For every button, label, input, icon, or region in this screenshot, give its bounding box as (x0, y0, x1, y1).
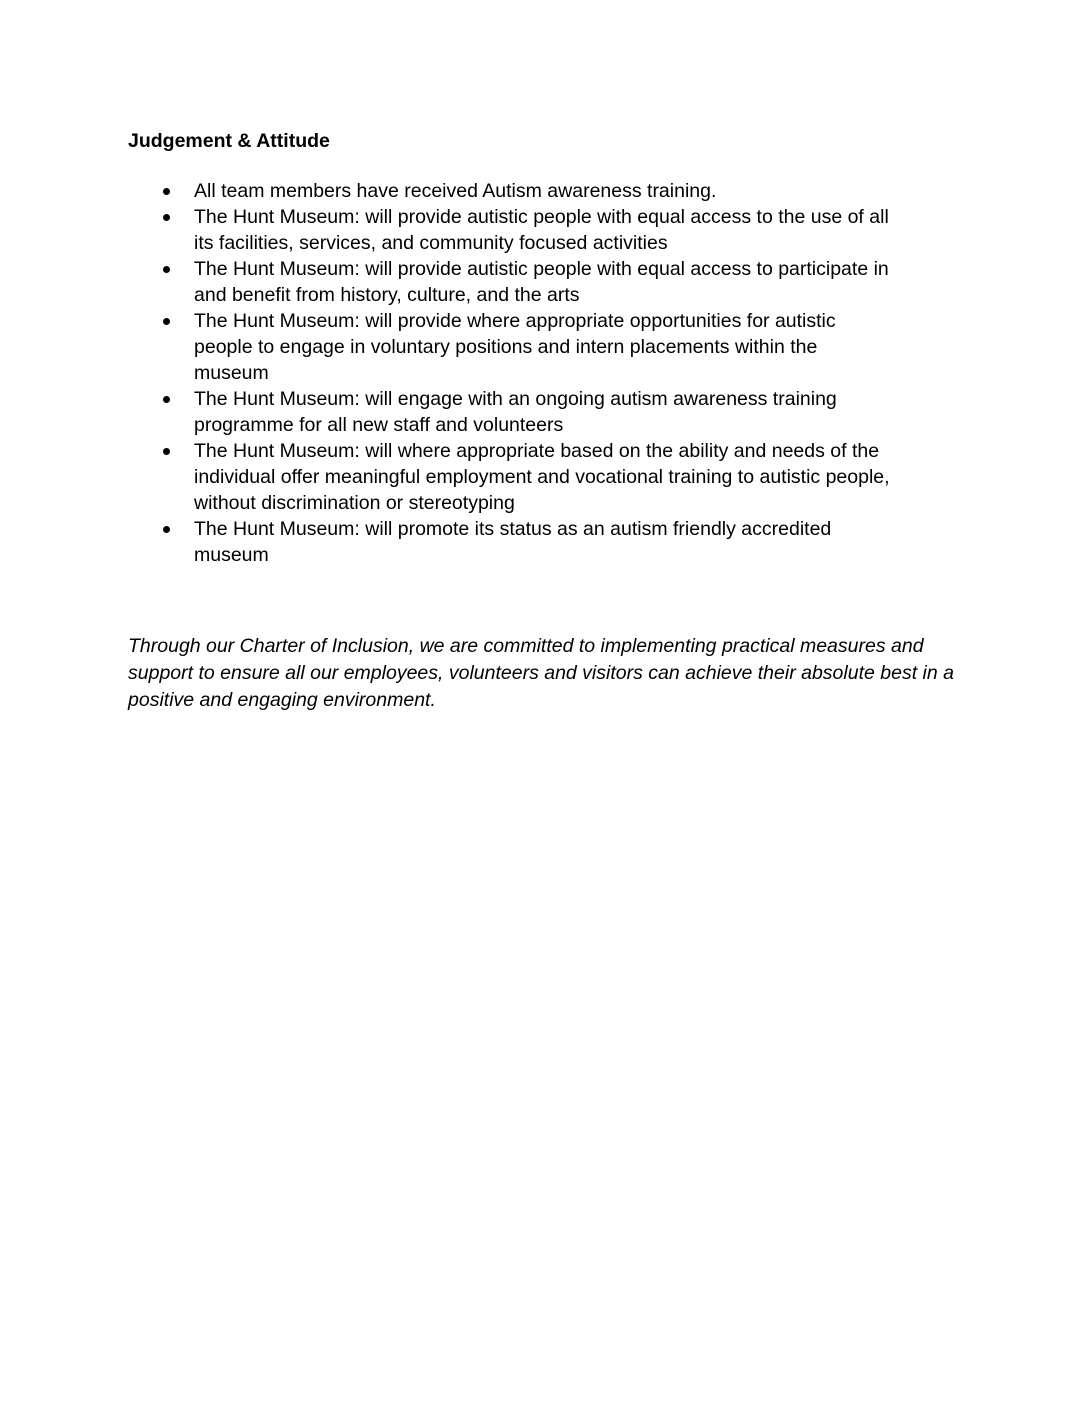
bullet-icon (163, 448, 170, 455)
list-item-text: The Hunt Museum: will engage with an ongoing autism awareness training programme for all new staff and volunteers (194, 388, 837, 436)
bullet-icon (163, 526, 170, 533)
list-item-text: The Hunt Museum: will provide autistic people with equal access to the use of all its facilities, services, and community focused activities (194, 206, 889, 254)
bullet-icon (163, 214, 170, 221)
closing-paragraph: Through our Charter of Inclusion, we are committed to implementing practical measures and support to ensure all our employees, volunteers and visitors can achieve their absolute best in a positive and engaging environment. (128, 635, 954, 711)
list-item-text: The Hunt Museum: will provide where appropriate opportunities for autistic people to engage in voluntary positions and intern placements within the museum (194, 310, 836, 384)
list-item-text: The Hunt Museum: will provide autistic people with equal access to participate in and benefit from history, culture, and the arts (194, 258, 889, 306)
section-heading: Judgement & Attitude (128, 130, 330, 152)
list-item (128, 308, 895, 386)
bullet-list (128, 178, 895, 568)
bullet-icon (163, 396, 170, 403)
list-item-text: All team members have received Autism awareness training. (194, 180, 717, 202)
list-item (128, 256, 895, 308)
bullet-icon (163, 318, 170, 325)
list-item (128, 386, 895, 438)
bullet-icon (163, 188, 170, 195)
list-item (128, 516, 895, 568)
list-item (128, 438, 895, 516)
list-item-text: The Hunt Museum: will where appropriate based on the ability and needs of the individual offer meaningful employment and vocational training to autistic people, without discrimination or stereotyping (194, 440, 890, 514)
list-item (128, 178, 895, 204)
list-item (128, 204, 895, 256)
bullet-icon (163, 266, 170, 273)
list-item-text: The Hunt Museum: will promote its status as an autism friendly accredited museum (194, 518, 832, 566)
